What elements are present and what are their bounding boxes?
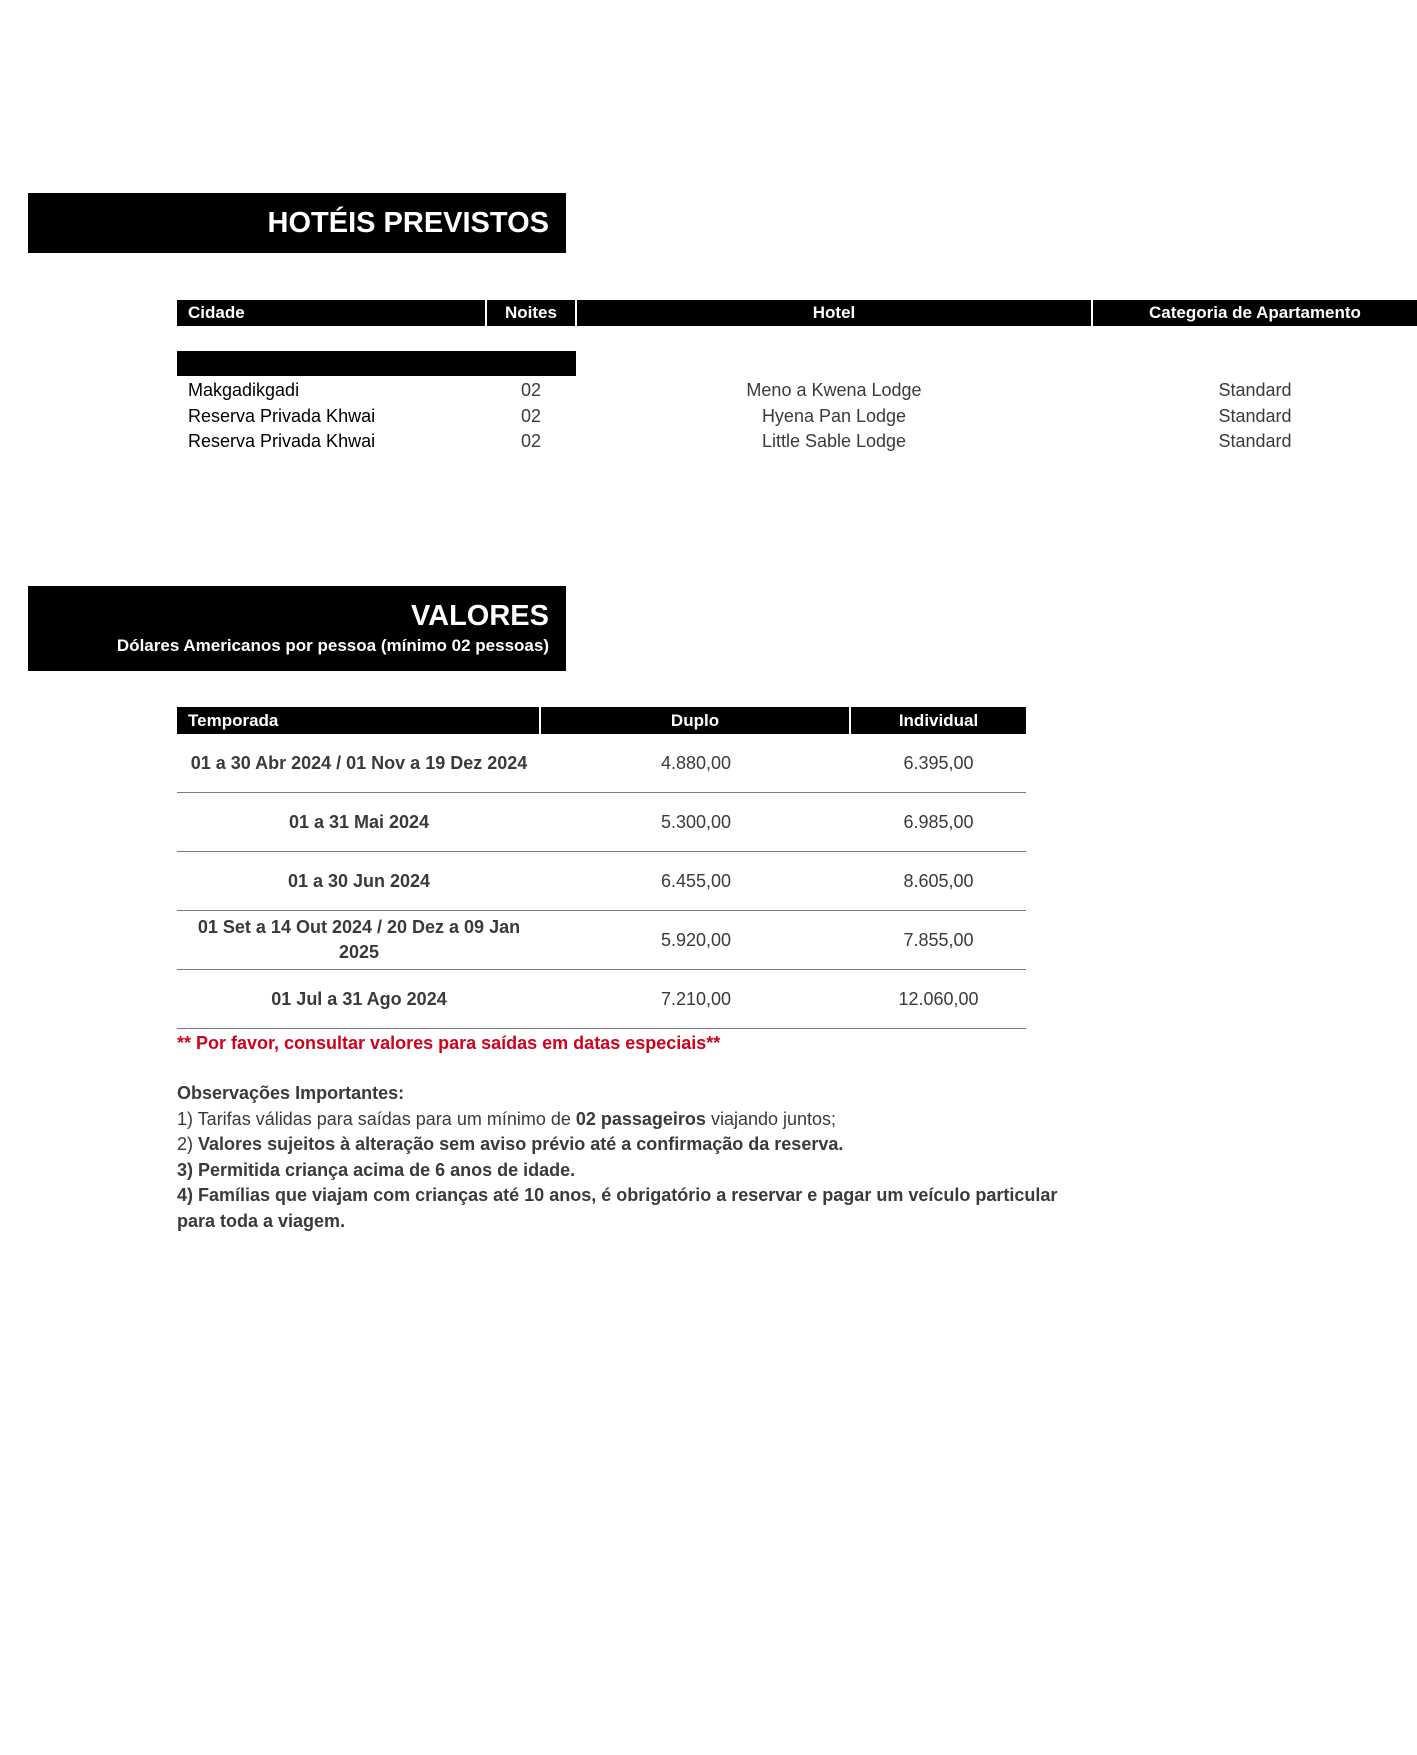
values-title: VALORES [410, 600, 549, 632]
important-notes [177, 1081, 1077, 1234]
cell-season: 01 Jul a 31 Ago 2024 [271, 988, 447, 1009]
cell-single: 8.605,00 [903, 870, 974, 891]
table-row [177, 911, 1026, 970]
table-row [177, 404, 1292, 430]
cell-double: 4.880,00 [660, 752, 732, 773]
cell-category: Standard [1218, 380, 1292, 400]
notes-title: Observações Importantes: [177, 1083, 405, 1103]
note-1-bold: 02 passageiros [575, 1108, 706, 1129]
table-row [177, 378, 1292, 404]
cell-nights: 02 [520, 431, 542, 451]
hotels-title: HOTÉIS PREVISTOS [267, 207, 549, 239]
cell-double: 6.455,00 [660, 870, 732, 891]
cell-season: 01 a 30 Jun 2024 [287, 870, 431, 891]
cell-category: Standard [1218, 431, 1292, 451]
cell-double: 7.210,00 [660, 988, 732, 1009]
cell-city: Makgadikgadi [188, 380, 300, 400]
cell-hotel: Hyena Pan Lodge [761, 405, 907, 426]
cell-city: Reserva Privada Khwai [188, 405, 376, 426]
col-city: Cidade [177, 300, 485, 326]
cell-single: 12.060,00 [898, 988, 979, 1009]
cell-single: 6.985,00 [903, 811, 974, 832]
table-row [177, 429, 1292, 455]
values-subtitle: Dólares Americanos por pessoa (mínimo 02 pessoas) [116, 636, 549, 655]
note-1 [177, 1107, 1077, 1133]
cell-single: 7.855,00 [903, 929, 974, 950]
table-row [177, 793, 1026, 852]
price-table-header [177, 707, 1026, 734]
col-category: Categoria de Apartamento [1093, 300, 1417, 326]
cell-double: 5.920,00 [660, 929, 732, 950]
hotels-banner [28, 193, 566, 253]
table-row [177, 970, 1026, 1029]
hotels-table-body [177, 378, 1292, 455]
cell-single: 6.395,00 [903, 752, 974, 773]
cell-season: 01 Set a 14 Out 2024 / 20 Dez a 09 Jan 2025 [197, 917, 521, 962]
cell-category: Standard [1218, 405, 1292, 426]
cell-nights: 02 [520, 405, 542, 426]
table-row [177, 852, 1026, 911]
note-2-number: 2) [177, 1134, 199, 1154]
hotels-table-header [177, 300, 1361, 326]
note-2-bold: Valores sujeitos à alteração sem aviso prévio até a confirmação da reserva. [198, 1134, 844, 1154]
cell-hotel: Little Sable Lodge [761, 431, 907, 451]
cell-double: 5.300,00 [660, 811, 732, 832]
note-1-text: 1) Tarifas válidas para saídas para um mínimo de [177, 1108, 576, 1129]
price-table [177, 707, 1026, 1029]
cell-nights: 02 [520, 380, 542, 400]
region-bar [177, 351, 576, 376]
note-2 [177, 1132, 1077, 1158]
note-3: 3) Permitida criança acima de 6 anos de idade. [177, 1159, 576, 1180]
cell-hotel: Meno a Kwena Lodge [746, 380, 922, 400]
col-double: Duplo [541, 707, 849, 734]
col-hotel: Hotel [577, 300, 1091, 326]
col-nights: Noites [487, 300, 575, 326]
col-season: Temporada [177, 707, 539, 734]
cell-city: Reserva Privada Khwai [188, 431, 376, 451]
cell-season: 01 a 30 Abr 2024 / 01 Nov a 19 Dez 2024 [190, 752, 528, 773]
special-dates-note: ** Por favor, consultar valores para saídas em datas especiais** [177, 1033, 721, 1053]
note-1-end: viajando juntos; [705, 1108, 837, 1129]
table-row [177, 734, 1026, 793]
col-single: Individual [851, 707, 1026, 734]
values-banner [28, 586, 566, 671]
note-4: 4) Famílias que viajam com crianças até 10 anos, é obrigatório a reservar e pagar um veículo particular para toda a viagem. [177, 1185, 1058, 1231]
cell-season: 01 a 31 Mai 2024 [288, 811, 430, 832]
